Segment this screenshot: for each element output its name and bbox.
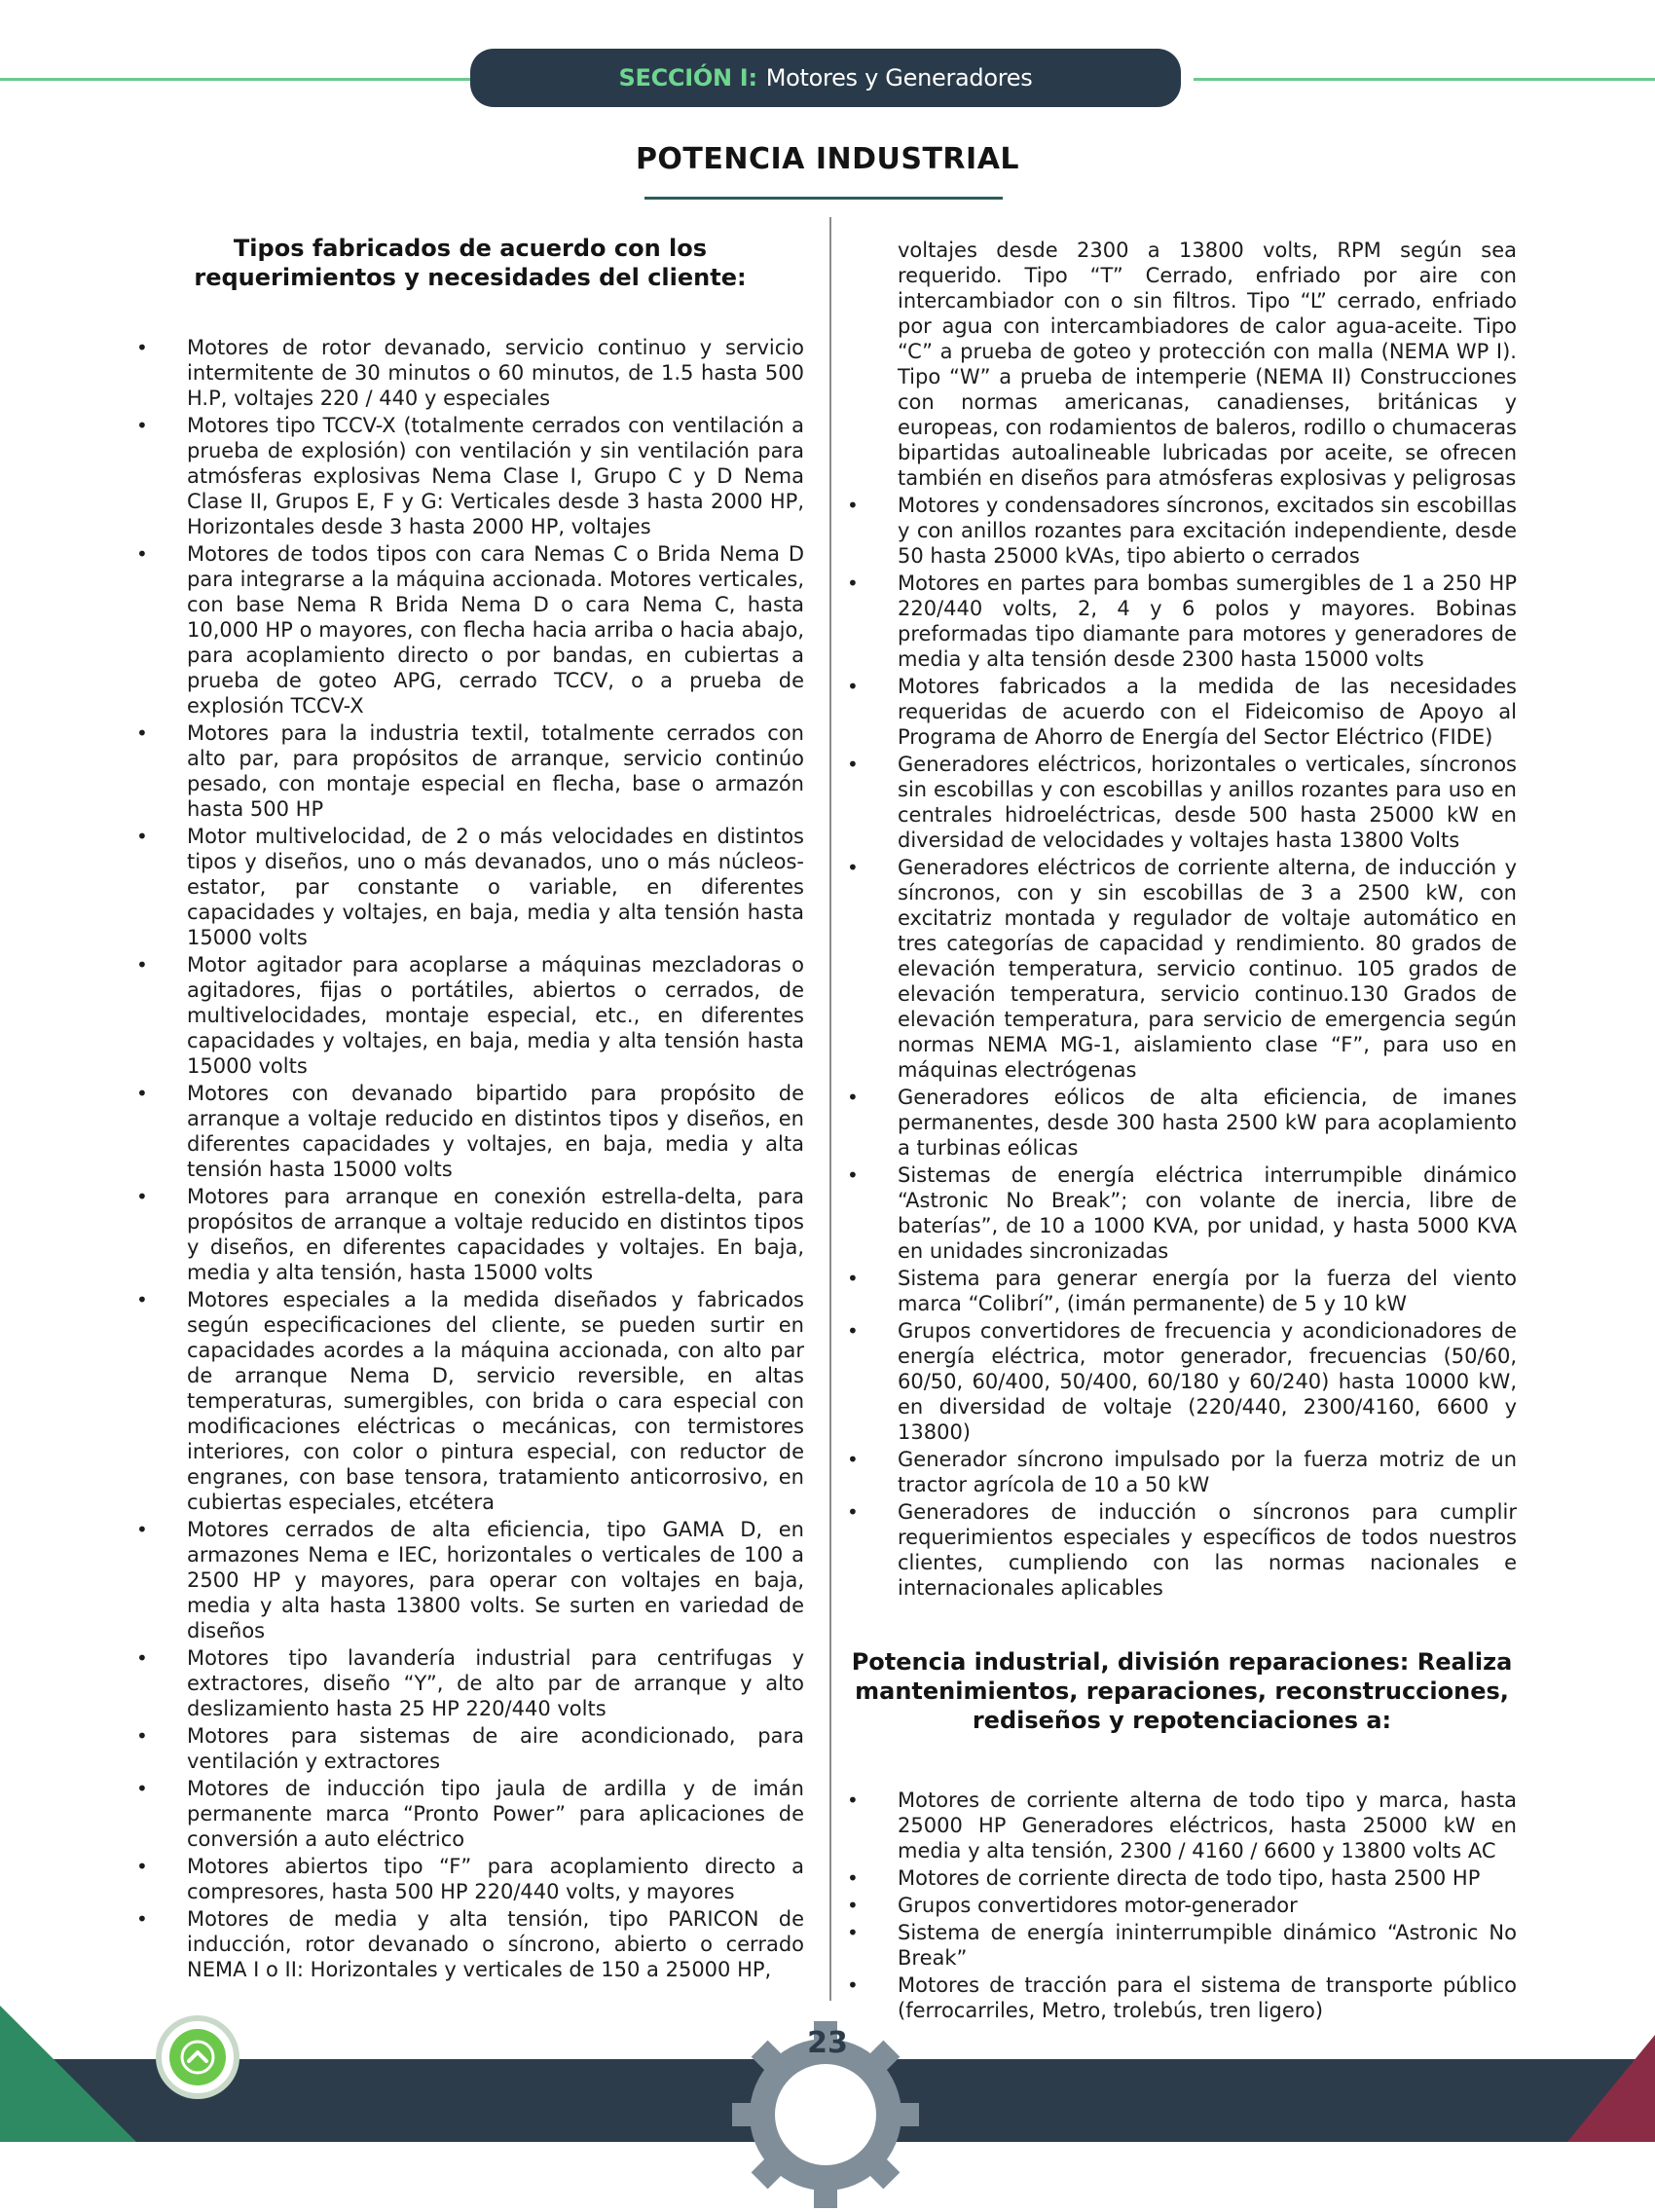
list-item: • Motores y condensadores síncronos, excitados sin escobillas y con anillos rozantes para excitación independiente, desde 50 hasta 25000 kVAs, tipo abierto o cerrados xyxy=(847,493,1517,569)
footer-accent-right xyxy=(1567,2035,1655,2142)
list-item: • Generadores eólicos de alta eficiencia, de imanes permanentes, desde 300 hasta 2500 kW para acoplamiento a turbinas eólicas xyxy=(847,1085,1517,1161)
list-item: • Motores fabricados a la medida de las necesidades requeridas de acuerdo con el Fideicomiso de Apoyo al Programa de Ahorro de Energía del Sector Eléctrico (FIDE) xyxy=(847,674,1517,750)
right-column xyxy=(847,238,1517,2025)
list-item: • Motores tipo lavandería industrial para centrifugas y extractores, diseño “Y”, de alto par de arranque y alto deslizamiento hasta 25 HP 220/440 volts xyxy=(136,1645,804,1721)
page-title: POTENCIA INDUSTRIAL xyxy=(635,142,1020,176)
list-item: • Motores con devanado bipartido para propósito de arranque a voltaje reducido en distintos tipos y diseños, en diferentes capacidades y voltajes, en baja, media y alta tensión hasta 15000 volts xyxy=(136,1081,804,1182)
list-item: • Generadores eléctricos, horizontales o verticales, síncronos sin escobillas y con escobillas y anillos rozantes para uso en centrales hidroeléctricas, desde 500 hasta 25000 kW en diversidad de velocidades y voltajes hasta 13800 Volts xyxy=(847,752,1517,853)
list-item: • Motores de rotor devanado, servicio continuo y servicio intermitente de 30 minutos o 60 minutos, de 1.5 hasta 500 H.P, voltajes 220 / 440 y especiales xyxy=(136,335,804,411)
repairs-heading: Potencia industrial, división reparaciones: Realiza mantenimientos, reparaciones, reconstrucciones, rediseños y repotenciaciones a: xyxy=(851,1648,1513,1734)
page-number: 23 xyxy=(807,2026,848,2060)
list-item: • Motores para arranque en conexión estrella-delta, para propósitos de arranque a voltaje reducido en distintos tipos y diseños, en diferentes capacidades y voltajes. En baja, media y alta tensión, hasta 15000 volts xyxy=(136,1184,804,1285)
chevron-up-circle-icon xyxy=(169,2029,226,2085)
list-item: • Motor agitador para acoplarse a máquinas mezcladoras o agitadores, fijas o portátiles, abiertos o cerrados, de multivelocidades, montaje especial, etc., en diferentes capacidades y voltajes, en baja, media y alta tensión hasta 15000 volts xyxy=(136,952,804,1079)
list-item: • Motores de inducción tipo jaula de ardilla y de imán permanente marca “Pronto Power” para aplicaciones de conversión a auto eléctrico xyxy=(136,1776,804,1852)
repairs-bullet-list xyxy=(847,1788,1517,2023)
left-column xyxy=(136,234,804,1984)
list-item: • Motores abiertos tipo “F” para acoplamiento directo a compresores, hasta 500 HP 220/440 volts, y mayores xyxy=(136,1854,804,1904)
list-item: • Motores de tracción para el sistema de transporte público (ferrocarriles, Metro, trolebús, tren ligero) xyxy=(847,1972,1517,2023)
list-item: • Motores para la industria textil, totalmente cerrados con alto par, para propósitos de arranque, servicio continúo pesado, con montaje especial en flecha, base o armazón hasta 500 HP xyxy=(136,720,804,822)
list-item: • Motores de media y alta tensión, tipo PARICON de inducción, rotor devanado o síncrono, abierto o cerrado NEMA I o II: Horizontales y verticales de 150 a 25000 HP, xyxy=(136,1906,804,1982)
section-label: SECCIÓN I: xyxy=(618,64,757,92)
list-item-continuation: voltajes desde 2300 a 13800 volts, RPM según sea requerido. Tipo “T” Cerrado, enfriado por aire con intercambiador con o sin filtros. Tipo “L” cerrado, enfriado por agua con intercambiadores de calor agua-aceite. Tipo “C” a prueba de goteo y protección con malla (NEMA WP I). Tipo “W” a prueba de intemperie (NEMA II) Construcciones con normas americanas, canadienses, británicas y europeas, con rodamientos de baleros, rodillo o chumaceras bipartidas autoalineable lubricadas por aceite, se ofrecen también en diseños para atmósferas explosivas y peligrosas xyxy=(898,239,1517,490)
list-item: • Grupos convertidores motor-generador xyxy=(847,1893,1517,1918)
list-item: • Sistema de energía ininterrumpible dinámico “Astronic No Break” xyxy=(847,1920,1517,1971)
right-bullet-list xyxy=(847,238,1517,1601)
header-rule-left xyxy=(0,78,470,81)
left-heading: Tipos fabricados de acuerdo con los requerimientos y necesidades del cliente: xyxy=(194,235,747,291)
list-item: • Motores cerrados de alta eficiencia, tipo GAMA D, en armazones Nema e IEC, horizontales o verticales de 100 a 2500 HP y mayores, para operar con voltajes en baja, media y alta hasta 13800 volts. Se surten en variedad de diseños xyxy=(136,1517,804,1643)
column-divider xyxy=(829,217,831,2001)
list-item: • Grupos convertidores de frecuencia y acondicionadores de energía eléctrica, motor generador, frecuencias (50/60, 60/50, 60/400, 50/400, 60/180 y 60/240) hasta 10000 kW, en diversidad de voltaje (220/440, 2300/4160, 6600 y 13800) xyxy=(847,1318,1517,1445)
list-item: • Motores tipo TCCV-X (totalmente cerrados con ventilación a prueba de explosión) con ventilación y sin ventilación para atmósferas explosivas Nema Clase I, Grupo C y D Nema Clase II, Grupos E, F y G: Verticales desde 3 hasta 2000 HP, Horizontales desde 3 hasta 2000 HP, voltajes xyxy=(136,413,804,539)
list-item: • Generadores eléctricos de corriente alterna, de inducción y síncronos, con y sin escobillas de 3 a 2500 kW, con excitatriz montada y regulador de voltaje automático en tres categorías de capacidad y rendimiento. 80 grados de elevación temperatura, servicio continuo. 105 grados de elevación temperatura, servicio continuo.130 Grados de elevación temperatura, para servicio de emergencia según normas NEMA MG-1, aislamiento clase “F”, para uso en máquinas electrógenas xyxy=(847,855,1517,1083)
list-item: • Sistema para generar energía por la fuerza del viento marca “Colibrí”, (imán permanente) de 5 y 10 kW xyxy=(847,1266,1517,1316)
list-item: • Motores especiales a la medida diseñados y fabricados según especificaciones del cliente, se pueden surtir en capacidades acordes a la máquina accionada, con alto par de arranque Nema D, servicio reversible, en altas temperaturas, sumergibles, con brida o cara especial con modificaciones eléctricas o mecánicas, con termistores interiores, con color o pintura especial, con reductor de engranes, con base tensora, tratamiento anticorrosivo, en cubiertas especiales, etcétera xyxy=(136,1287,804,1515)
list-item: • Motores para sistemas de aire acondicionado, para ventilación y extractores xyxy=(136,1723,804,1774)
back-to-top-button[interactable] xyxy=(156,2015,239,2099)
list-item: • Sistemas de energía eléctrica interrumpible dinámico “Astronic No Break”; con volante de inercia, libre de baterías”, de 10 a 1000 KVA, por unidad, y hasta 5000 KVA en unidades sincronizadas xyxy=(847,1162,1517,1264)
section-name: Motores y Generadores xyxy=(765,64,1033,92)
list-item: • Motores de corriente directa de todo tipo, hasta 2500 HP xyxy=(847,1865,1517,1891)
left-bullet-list xyxy=(136,335,804,1982)
title-underline xyxy=(644,197,1003,200)
chevron-up-icon xyxy=(178,2038,217,2077)
list-item: • Generadores de inducción o síncronos para cumplir requerimientos especiales y específicos de todos nuestros clientes, cumpliendo con las normas nacionales e internacionales aplicables xyxy=(847,1499,1517,1601)
list-item: • Motores de todos tipos con cara Nemas C o Brida Nema D para integrarse a la máquina accionada. Motores verticales, con base Nema R Brida Nema D o cara Nema C, hasta 10,000 HP o mayores, con flecha hacia arriba o hacia abajo, para acoplamiento directo o por bandas, en cubiertas a prueba de goteo APG, cerrado TCCV, o a prueba de explosión TCCV-X xyxy=(136,541,804,719)
list-item: • Motores de corriente alterna de todo tipo y marca, hasta 25000 HP Generadores eléctricos, hasta 25000 kW en media y alta tensión, 2300 / 4160 / 6600 y 13800 volts AC xyxy=(847,1788,1517,1863)
section-banner xyxy=(470,49,1181,107)
list-item: • Motores en partes para bombas sumergibles de 1 a 250 HP 220/440 volts, 2, 4 y 6 polos y mayores. Bobinas preformadas tipo diamante para motores y generadores de media y alta tensión desde 2300 hasta 15000 volts xyxy=(847,571,1517,672)
header-rule-right xyxy=(1194,78,1655,81)
list-item: • Motor multivelocidad, de 2 o más velocidades en distintos tipos y diseños, uno o más devanados, uno o más núcleos-estator, par constante o variable, en diferentes capacidades y voltajes, en baja, media y alta tensión hasta 15000 volts xyxy=(136,824,804,950)
footer-accent-left xyxy=(0,2006,136,2142)
list-item: • Generador síncrono impulsado por la fuerza motriz de un tractor agrícola de 10 a 50 kW xyxy=(847,1447,1517,1497)
